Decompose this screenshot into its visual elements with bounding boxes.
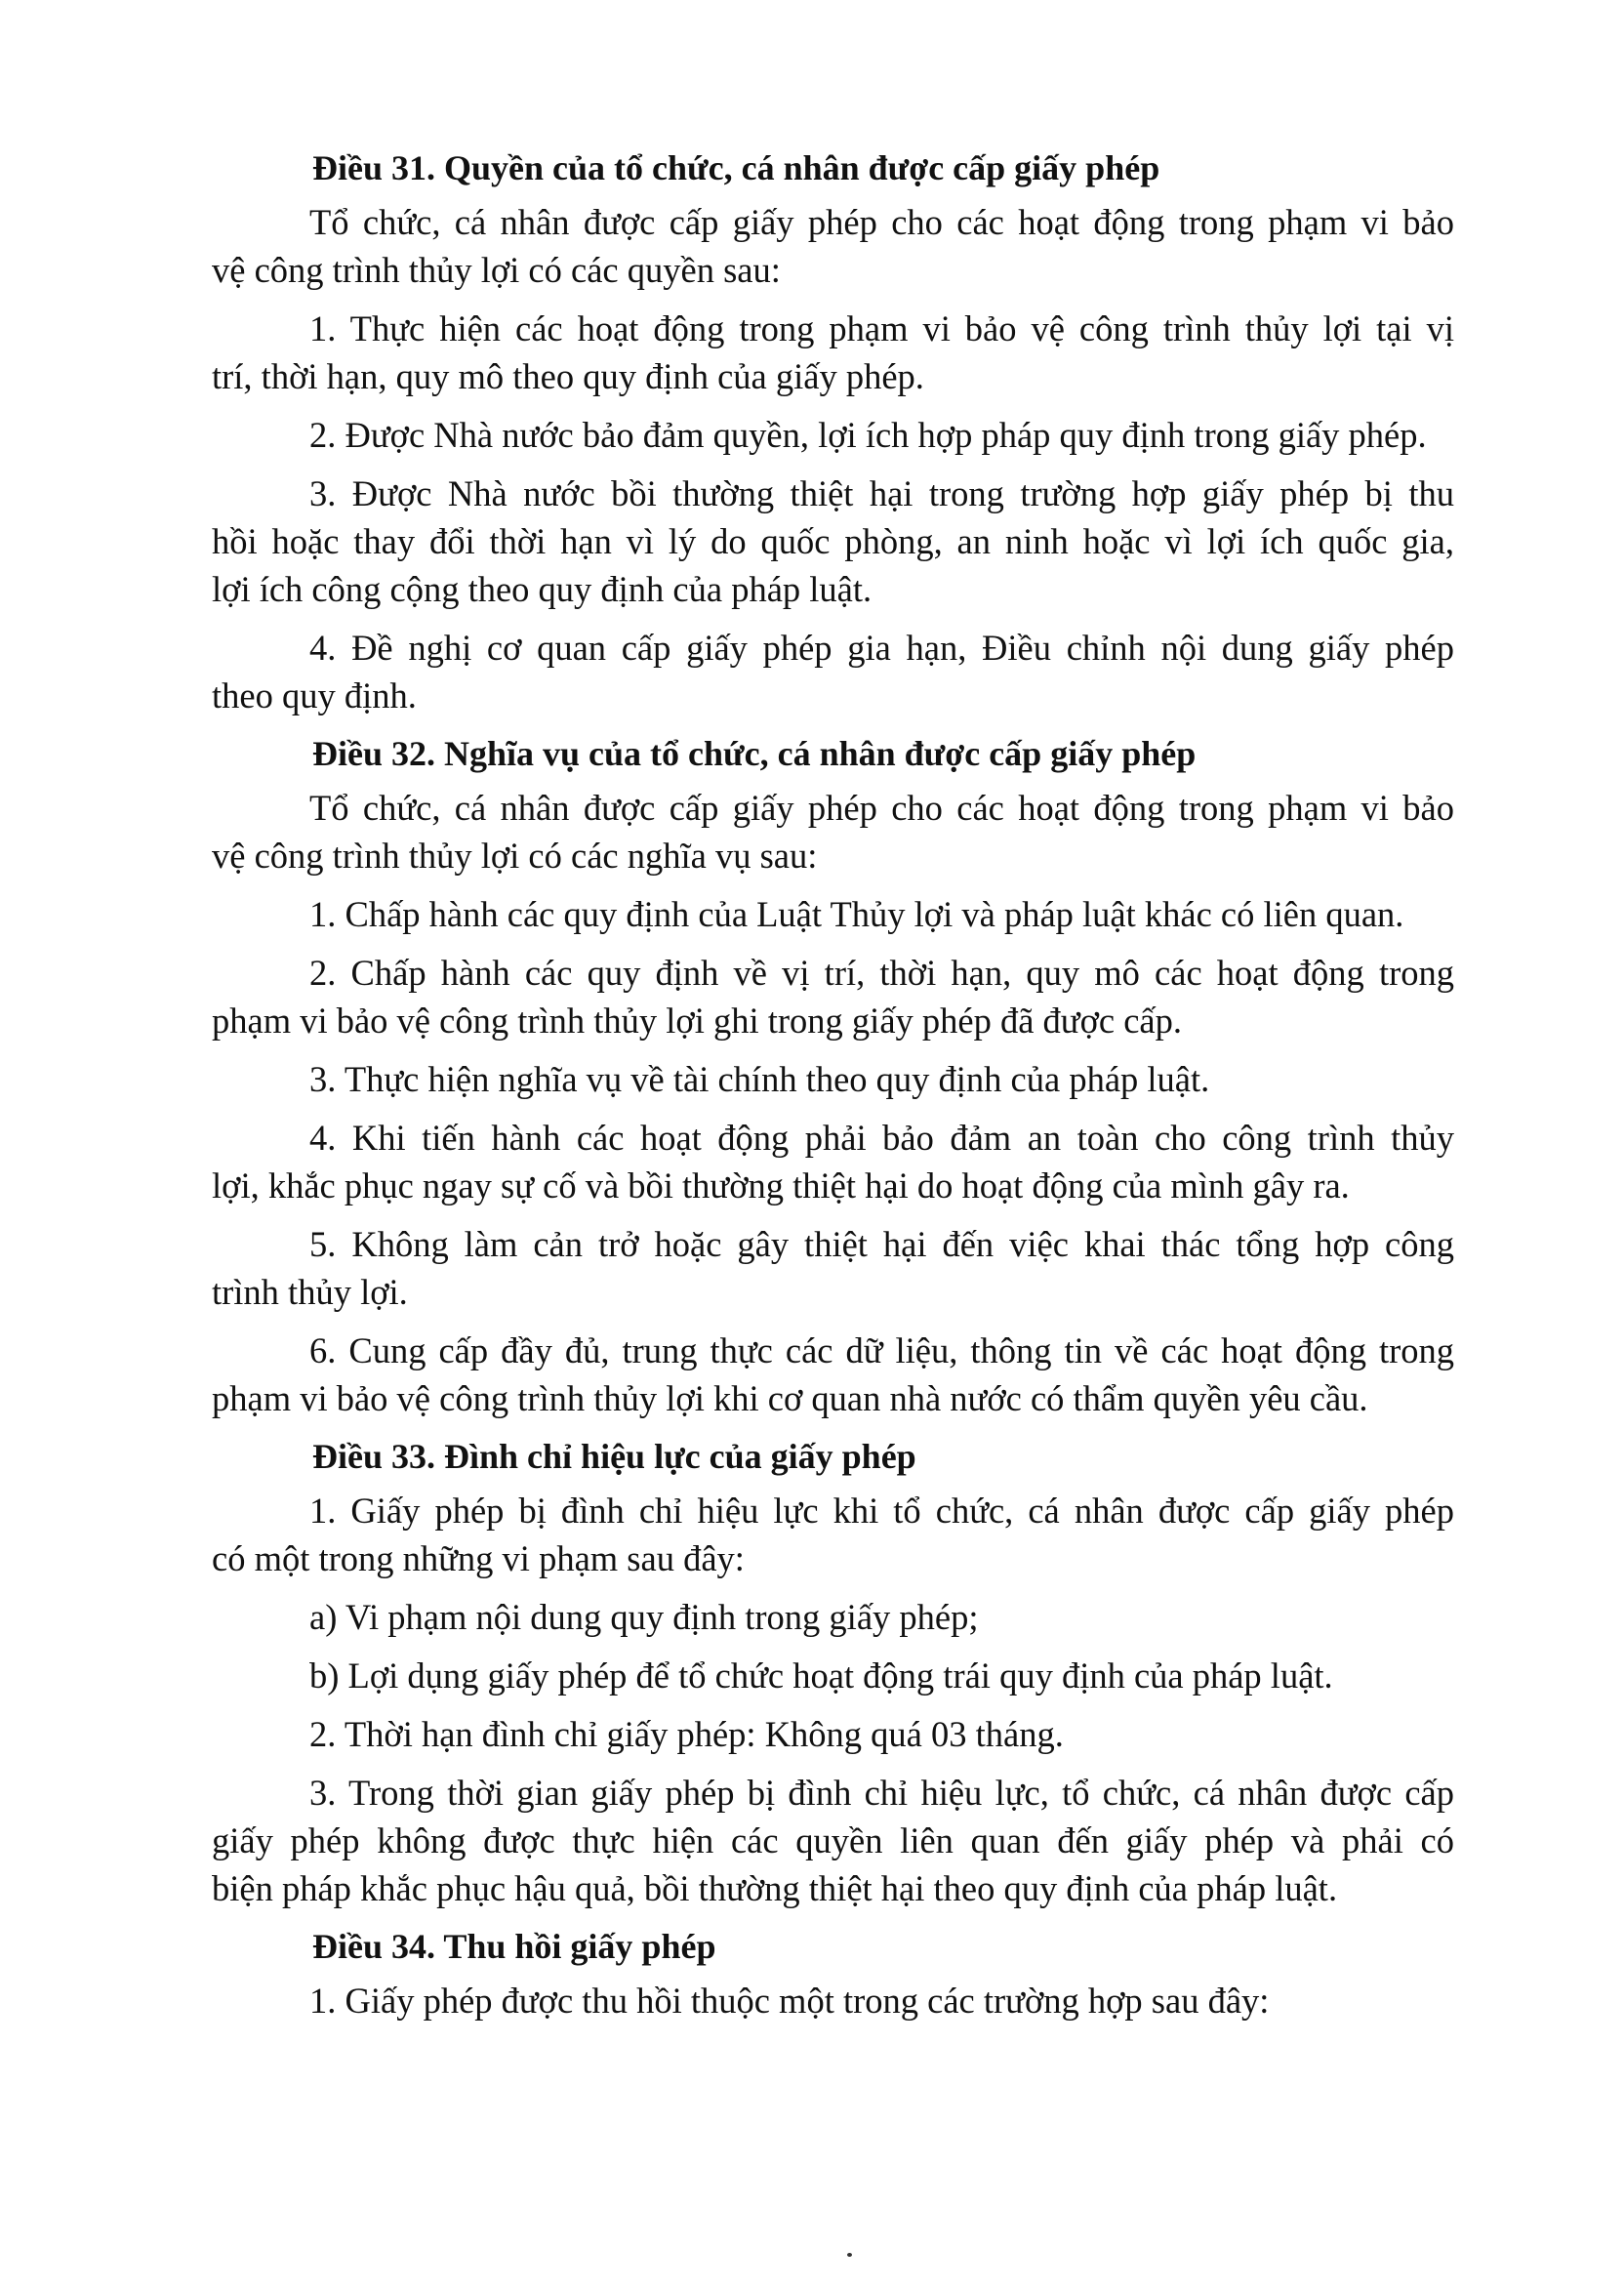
text-line: theo quy định.: [212, 675, 417, 715]
text-line: lợi ích công cộng theo quy định của pháp luật.: [212, 569, 873, 609]
text-line: trí, thời hạn, quy mô theo quy định của giấy phép.: [212, 356, 924, 396]
text-line: Tổ chức, cá nhân được cấp giấy phép cho các hoạt động trong phạm vi bảo: [309, 202, 1454, 242]
paragraph: [309, 1593, 1454, 1641]
text-line: lợi, khắc phục ngay sự cố và bồi thường thiệt hại do hoạt động của mình gây ra.: [212, 1165, 1350, 1206]
article-heading: Điều 34. Thu hồi giấy phép: [312, 1927, 716, 1966]
paragraph: [212, 1487, 1454, 1582]
article-33: [212, 1433, 1454, 1912]
paragraph: [309, 411, 1454, 459]
paragraph: [212, 1114, 1454, 1209]
article-34: [309, 1923, 1454, 2024]
text-line: 1. Chấp hành các quy định của Luật Thủy lợi và pháp luật khác có liên quan.: [309, 894, 1404, 934]
text-line: hồi hoặc thay đổi thời hạn vì lý do quốc phòng, an ninh hoặc vì lợi ích quốc gia,: [212, 521, 1454, 561]
paragraph: [212, 1769, 1454, 1912]
paragraph: [212, 1327, 1454, 1422]
paragraph: [212, 784, 1454, 879]
text-line: a) Vi phạm nội dung quy định trong giấy phép;: [309, 1597, 979, 1637]
text-line: 1. Giấy phép được thu hồi thuộc một trong các trường hợp sau đây:: [309, 1981, 1270, 2021]
text-line: b) Lợi dụng giấy phép để tổ chức hoạt động trái quy định của pháp luật.: [309, 1655, 1333, 1696]
document-page: [212, 144, 1454, 2035]
paragraph: [309, 1710, 1454, 1758]
text-line: 2. Thời hạn đình chỉ giấy phép: Không quá 03 tháng.: [309, 1714, 1064, 1754]
text-line: 2. Chấp hành các quy định về vị trí, thời hạn, quy mô các hoạt động trong: [309, 953, 1454, 993]
article-32: [212, 730, 1454, 1422]
text-line: 1. Giấy phép bị đình chỉ hiệu lực khi tổ chức, cá nhân được cấp giấy phép: [309, 1491, 1454, 1531]
text-line: Tổ chức, cá nhân được cấp giấy phép cho các hoạt động trong phạm vi bảo: [309, 788, 1454, 828]
text-line: 1. Thực hiện các hoạt động trong phạm vi bảo vệ công trình thủy lợi tại vị: [309, 308, 1454, 348]
text-line: có một trong những vi phạm sau đây:: [212, 1538, 745, 1578]
text-line: vệ công trình thủy lợi có các quyền sau:: [212, 250, 781, 290]
text-line: phạm vi bảo vệ công trình thủy lợi khi cơ quan nhà nước có thẩm quyền yêu cầu.: [212, 1378, 1368, 1418]
text-line: 3. Thực hiện nghĩa vụ về tài chính theo quy định của pháp luật.: [309, 1059, 1210, 1099]
paragraph: [212, 624, 1454, 719]
text-line: biện pháp khắc phục hậu quả, bồi thường thiệt hại theo quy định của pháp luật.: [212, 1868, 1338, 1908]
paragraph: [212, 1220, 1454, 1316]
article-heading: Điều 31. Quyền của tổ chức, cá nhân được cấp giấy phép: [312, 148, 1160, 187]
article-heading: Điều 33. Đình chỉ hiệu lực của giấy phép: [312, 1437, 916, 1476]
text-line: 4. Khi tiến hành các hoạt động phải bảo đảm an toàn cho công trình thủy: [309, 1118, 1454, 1158]
text-line: 3. Trong thời gian giấy phép bị đình chỉ hiệu lực, tổ chức, cá nhân được cấp: [309, 1773, 1454, 1813]
text-line: trình thủy lợi.: [212, 1272, 408, 1312]
page-mark: [847, 2253, 852, 2257]
text-line: vệ công trình thủy lợi có các nghĩa vụ sau:: [212, 836, 818, 876]
paragraph: [212, 470, 1454, 613]
text-line: 2. Được Nhà nước bảo đảm quyền, lợi ích hợp pháp quy định trong giấy phép.: [309, 415, 1427, 455]
paragraph: [309, 1977, 1454, 2024]
text-line: 4. Đề nghị cơ quan cấp giấy phép gia hạn, Điều chỉnh nội dung giấy phép: [309, 628, 1454, 668]
text-line: 6. Cung cấp đầy đủ, trung thực các dữ liệu, thông tin về các hoạt động trong: [309, 1330, 1454, 1370]
text-line: 3. Được Nhà nước bồi thường thiệt hại trong trường hợp giấy phép bị thu: [309, 473, 1454, 513]
paragraph: [212, 949, 1454, 1044]
paragraph: [212, 305, 1454, 400]
paragraph: [309, 1055, 1454, 1103]
text-line: giấy phép không được thực hiện các quyền liên quan đến giấy phép và phải có: [212, 1820, 1454, 1860]
article-heading: Điều 32. Nghĩa vụ của tổ chức, cá nhân được cấp giấy phép: [312, 734, 1197, 773]
paragraph: [309, 1652, 1454, 1699]
text-line: 5. Không làm cản trở hoặc gây thiệt hại đến việc khai thác tổng hợp công: [309, 1224, 1454, 1264]
paragraph: [309, 890, 1454, 938]
text-line: phạm vi bảo vệ công trình thủy lợi ghi trong giấy phép đã được cấp.: [212, 1001, 1182, 1041]
paragraph: [212, 198, 1454, 294]
article-31: [212, 144, 1454, 719]
